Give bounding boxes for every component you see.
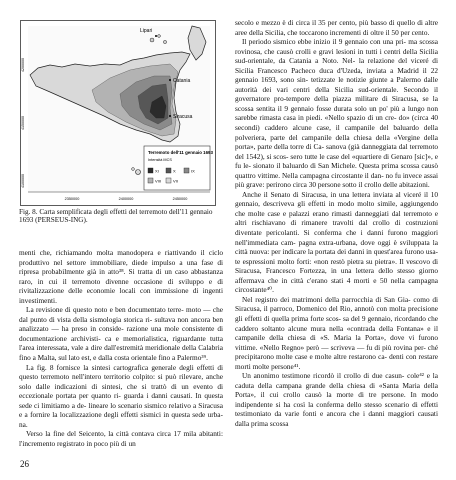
caption-line: 1693 (PERSEUS-ING). — [19, 216, 88, 225]
figure-caption — [19, 208, 224, 224]
text-line: mila abitanti: l'incremento registrato in poco più di un — [19, 429, 223, 448]
text-line: sotto il crollo delle abitazioni. — [342, 180, 430, 190]
text-line: denti con restare morti molte persone⁴¹. — [235, 352, 439, 371]
text-line: Il periodo sismico ebbe inizio il 9 gennaio con una pri- — [242, 37, 406, 47]
page-number: 26 — [20, 459, 29, 469]
paragraph — [19, 363, 223, 430]
text-line: como di Siracusa, il parroco, Domenico del Rio, annotò — [235, 294, 439, 314]
intensity-map — [20, 20, 216, 206]
legend-label: X — [173, 168, 176, 174]
text-line: sentita il 9 gennaio fosse durata solo un po' più a lungo — [256, 103, 425, 113]
text-line: viceré il 10 gennaio, descriveva gli effetti in modo molto — [235, 189, 438, 209]
text-line: d'Uzeda, inviata a Madrid il 22 gennaio 1693, sono sin- — [235, 65, 439, 85]
legend-subtitle: Intensità MCS — [148, 158, 172, 162]
text-line: e ancora che i danni maggiori causati dalla prima scossa — [235, 409, 438, 428]
text-line: di un caso abbastanza raro, in cui il terremoto divenne — [19, 267, 224, 286]
text-line: a una fase di ripresa probabilmente già in atto³⁸. Si tratta — [19, 257, 223, 277]
legend-label: XI — [155, 168, 159, 174]
text-line: vescovo di Siracusa, Francesco Fortezza, in una lettera — [235, 256, 438, 276]
text-line: na. — [19, 419, 28, 429]
text-line: tetizzate le notizie giunte a Palermo dalle autorità dei vari — [235, 75, 438, 94]
text-line: Un anonimo testimone ricordò il crollo di due casun- — [242, 371, 405, 381]
text-line: centri della Sicilia sud-orientale. Secondo il governatore — [235, 84, 438, 104]
text-line: chiesa della «Vergine della porta», parte della torre di Ca- — [235, 132, 438, 152]
legend-swatch — [184, 168, 189, 173]
text-line: ca e memorialistica, riguardante tutta l'area interessata, — [19, 333, 223, 353]
paragraph — [19, 305, 223, 362]
text-line: trattò di un evento di eccezionale portata per quanto ri- — [19, 381, 224, 401]
text-line: lineare lo scenario sismico relativo a Siracusa e a fornire la — [19, 400, 223, 420]
text-line: tre persone. In modo indipendente si ha così la conferma — [235, 390, 438, 409]
text-line: morti e 50 nella campagna circostante⁴⁰. — [235, 275, 438, 295]
paragraph — [19, 429, 223, 448]
text-line: vale a dire dall'estremità meridionale della Calabria fino a — [19, 343, 223, 363]
text-line: i centri della Sicilia sud-orientale, da Catania a Noto. Nel- — [235, 46, 439, 66]
paragraph — [235, 295, 438, 371]
text-line: la relazione del viceré di Sicilia Francesco Pacheco duca — [235, 56, 438, 75]
text-line: per indicare la portata dei danni in quest'area furono usa- — [271, 247, 438, 257]
text-line: te espressioni molto forti: «non restò pietra su pietra». Il — [235, 256, 404, 266]
text-line: locali con immissione di ingenti investimenti. — [19, 286, 223, 305]
text-line: La fig. 8 fornisce la sintesi cartografica generale degli — [26, 362, 194, 372]
text-line: causò quattro vittime. Nella campagna circostante il dan- — [235, 161, 439, 180]
text-line: occasione di sviluppo e di rivitalizzazione delle economie — [19, 276, 223, 296]
right-column — [235, 18, 438, 429]
text-line: Nel registro dei matrimoni della parrocchia di San Gia- — [242, 294, 411, 304]
legend-swatch — [166, 168, 171, 173]
text-line: sanova (già danneggiata dal terremoto del 1542), si scos- — [235, 142, 438, 161]
text-line: La revisione di questo noto e ben documentato terre- — [26, 305, 184, 315]
text-line: conferma che i danni furono maggiori nell'immediata cam- — [235, 228, 438, 247]
legend-swatch — [148, 178, 153, 183]
place-lipari: Lipari — [140, 28, 153, 34]
text-line: localizzazione degli effetti sismici in questa sede urba- — [59, 410, 223, 420]
paragraph — [235, 18, 438, 37]
text-line: Verso la fine del Seicento, la città contava circa 17 — [26, 429, 181, 439]
text-line: cole⁴² e la caduta della campana grande della chiesa di — [235, 371, 438, 390]
paragraph — [235, 190, 438, 295]
text-line: «Santa Maria della Porta», il cui crollo causò la morte di — [235, 380, 438, 400]
y-tick-2: 4150000 — [21, 116, 25, 130]
text-line: quello di altre aree della Sicilia, che toccarono incrementi — [235, 18, 439, 37]
left-column — [19, 248, 223, 448]
text-line: può rilevare, anche solo dalle indicazioni di sintesi, che si — [19, 372, 223, 391]
text-line: pagna extra-urbana, dove oggi è sviluppata la città nuova: — [235, 237, 438, 257]
text-line: «Nello Regno» però — scriveva — fu di più rovina per- — [259, 342, 426, 352]
x-tick-2: 2400000 — [118, 197, 134, 201]
text-line: simile, aggiungendo che molte case e palazzi erano rimasti — [235, 199, 438, 218]
text-line: menti che, richiamando molta manodopera e riattivando — [19, 248, 197, 257]
text-line: moto — che dal punto di vista della sismologia storica ri- — [19, 305, 223, 324]
text-line: pro-tempore della piazza militare di Siracusa, se la scossa — [235, 94, 438, 113]
text-line: do» (circa 40 secondi) caddero alcune case, il campanile — [235, 113, 439, 133]
paragraph — [235, 37, 438, 190]
x-tick-1: 2350000 — [64, 197, 80, 201]
place-siracusa: Siracusa — [173, 114, 193, 120]
text-line: ché precipitarono molte case e molte altre restarono ca- — [235, 342, 439, 362]
text-line: non sarebbe rimasta casa in piedi. «Nello spazio di un cre- — [235, 103, 438, 123]
legend-swatch — [166, 178, 171, 183]
place-catania: Catania — [173, 78, 191, 84]
legend-title: Terremoto dell'11 gennaio 1693 — [148, 150, 213, 155]
caption-line: Fig. 8. Carta semplificata degli effetti del terremoto dell'11 gennaio — [19, 208, 213, 216]
text-line: sultava non ancora ben analizzato — ha preso in conside- — [19, 314, 223, 334]
text-line: con molta precisione gli effetti di quella prima forte scos- — [235, 304, 438, 323]
legend-label: IX — [191, 168, 195, 174]
text-line: ma scossa rovinosa, che causò crolli e gravi lesioni in tutti — [235, 37, 438, 56]
text-line: di oltre il 50 per cento. — [362, 27, 430, 37]
y-tick-3: 4100000 — [21, 174, 25, 188]
text-line: Malta, sul lato est, e dalla costa orientale fino a Palermo³⁹. — [37, 353, 208, 363]
text-line: travolti dal crollo di costruzioni diventate pericolanti. Si — [235, 218, 439, 238]
text-line: sero tutte le case del «quartiere di Genaro [sic]», e fu le- — [235, 151, 438, 171]
text-line: dello stesso giorno affermava che in città c'erano stati 4 — [235, 266, 438, 285]
legend-label: VIII — [155, 178, 162, 184]
text-line: secolo e mezzo è di circa il 35 per cento, più basso di — [235, 18, 395, 27]
text-line: effetti di questo terremoto nell'intero territorio colpito: si — [19, 362, 223, 382]
text-line: chiesa di «S. Maria la Porta», dove vi furono vittime. — [235, 333, 438, 352]
legend-swatch — [148, 168, 153, 173]
text-line: guarda i danni causati. In questa sede ci limitiamo a de- — [19, 391, 223, 410]
x-tick-3: 2450000 — [172, 197, 188, 201]
text-line: il ciclo produttivo nel settore immobiliare, diede impulso — [19, 248, 224, 267]
paragraph — [19, 248, 223, 305]
text-line: Anche il Senato di Siracusa, in una lettera inviata al — [242, 189, 401, 199]
text-line: no fu invece assai più grave: perirono circa 30 persone — [235, 170, 438, 190]
text-line: del baluardo della polveriera, parte del campanile della — [235, 123, 438, 142]
text-line: razione una mole consistente di documentazione archivisti- — [19, 324, 223, 343]
legend-label: VII — [173, 178, 178, 184]
map-legend — [144, 146, 213, 190]
paragraph — [235, 371, 438, 428]
text-line: mura nella «contrada della Fontana» e il campanile della — [235, 323, 438, 343]
text-line: danneggiati dal terremoto e altri rischiavano di rimanere — [235, 208, 438, 228]
text-line: sionato il baluardo di San Michele. Questa prima scossa — [253, 161, 420, 171]
text-line: sa del 9 gennaio, ricordando che caddero soltanto alcune — [235, 313, 439, 333]
y-tick-1: 4200000 — [21, 58, 25, 72]
text-line: dello stesso scenario di effetti testimoniato da varie fonti — [235, 399, 438, 419]
